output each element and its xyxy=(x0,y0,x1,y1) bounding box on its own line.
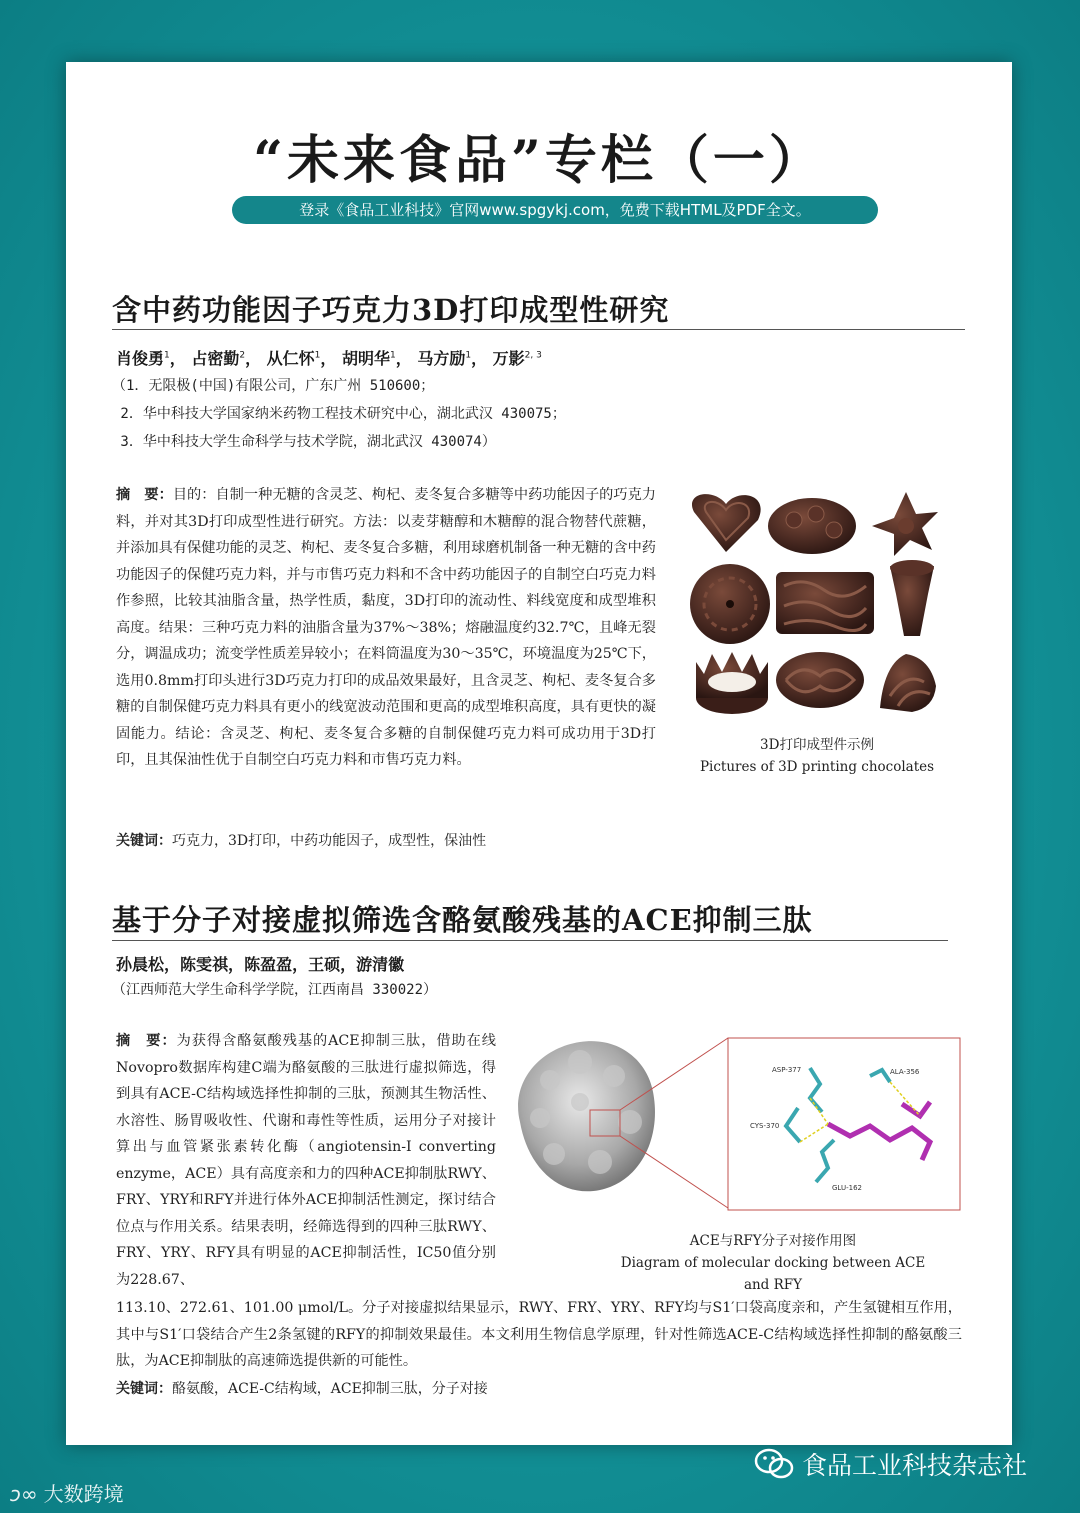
author: 肖俊勇 xyxy=(116,349,165,368)
chocolate-prints-image xyxy=(684,486,950,726)
residue-label: GLU-162 xyxy=(832,1184,862,1192)
author: 从仁怀 xyxy=(266,349,315,368)
logo-icon: ↄ∞ xyxy=(10,1482,38,1506)
affiliation-line: 3．华中科技大学生命科学与技术学院，湖北武汉 430074） xyxy=(112,434,496,450)
journal-page xyxy=(66,62,1012,1445)
affiliation-line: 2．华中科技大学国家纳米药物工程技术研究中心，湖北武汉 430075； xyxy=(112,406,566,422)
keywords-label: 关键词： xyxy=(116,833,172,849)
author: 万影 xyxy=(492,349,525,368)
article2-abstract xyxy=(116,1028,496,1293)
article1-title-rule xyxy=(112,329,965,330)
residue-label: ALA-356 xyxy=(890,1068,920,1076)
abstract-label: 摘 要： xyxy=(116,1033,177,1049)
author: 胡明华 xyxy=(341,349,390,368)
keywords-text: 酪氨酸，ACE-C结构域，ACE抑制三肽，分子对接 xyxy=(172,1381,488,1397)
figure1-caption xyxy=(684,734,950,778)
author: 占密勤 xyxy=(191,349,240,368)
author: 陈雯祺 xyxy=(180,955,229,974)
author: 孙晨松 xyxy=(116,955,165,974)
author: 游清徽 xyxy=(356,955,405,974)
website-banner[interactable]: 登录《食品工业科技》官网www.spgykj.com，免费下载HTML及PDF全文。 xyxy=(232,196,878,224)
column-title: “未来食品”专栏（一） xyxy=(253,130,825,191)
caption-en: Diagram of molecular docking between ACE and RFY xyxy=(620,1255,926,1293)
caption-en: Pictures of 3D printing chocolates xyxy=(699,759,935,775)
left-watermark: ↄ∞ 大数跨境 xyxy=(10,1482,124,1506)
figure2-caption xyxy=(610,1230,936,1296)
affiliation-line: （1．无限极(中国)有限公司，广东广州 510600； xyxy=(112,378,435,394)
article2-title-rule xyxy=(112,940,948,941)
caption-cn: 3D打印成型件示例 xyxy=(760,737,874,753)
keywords-text: 巧克力，3D打印，中药功能因子，成型性，保油性 xyxy=(172,833,487,849)
article1-title: 含中药功能因子巧克力3D打印成型性研究 xyxy=(112,293,670,327)
abstract-text: 目的：自制一种无糖的含灵芝、枸杞、麦冬复合多糖等中药功能因子的巧克力料，并对其3D打印成型性进行研究。方法：以麦芽糖醇和木糖醇的混合物替代蔗糖，并添加具有保健功能的灵芝、枸杞、麦冬复合多糖，利用球磨机制备一种无糖的含中药功能因子的保健巧克力料，并与市售巧克力料和不含中药功能因子的自制空白巧克力料作参照，比较其油脂含量，热学性质，黏度，3D打印的流动性、料线宽度和成型堆积高度。结果：三种巧克力料的油脂含量为37%～38%；熔融温度约32.7℃，且峰无裂分，调温成功；流变学性质差异较小；在料筒温度为30～35℃，环境温度为25℃下，选用0.8mm打印头进行3D巧克力打印的成品效果最好，且含灵芝、枸杞、麦冬复合多糖的自制保健巧克力料具有更小的线宽波动范围和更高的成型堆积高度，具有更快的凝固能力。结论：含灵芝、枸杞、麦冬复合多糖的自制保健巧克力料可成功用于3D打印，且其保油性优于自制空白巧克力料和市售巧克力料。 xyxy=(116,487,656,768)
residue-label: ASP-377 xyxy=(772,1066,802,1074)
abstract-text: 为获得含酪氨酸残基的ACE抑制三肽，借助在线Novopro数据库构建C端为酪氨酸的三肽进行虚拟筛选，得到具有ACE-C结构域选择性抑制的三肽，预测其生物活性、水溶性、肠胃吸收性、代谢和毒性等性质，运用分子对接计算出与血管紧张素转化酶（angiotensin-I converting enzyme，ACE）具有高度亲和力的四种ACE抑制肽RWY、FRY、YRY和RFY并进行体外ACE抑制活性测定，探讨结合位点与作用关系。结果表明，经筛选得到的四种三肽RWY、FRY、YRY、RFY具有明显的ACE抑制活性，IC50值分别为228.67、 xyxy=(116,1033,496,1288)
author: 王硕 xyxy=(308,955,341,974)
article2-affiliation: （江西师范大学生命科学学院，江西南昌 330022） xyxy=(112,982,437,998)
article1-abstract xyxy=(116,482,656,774)
article2-keywords xyxy=(116,1378,488,1398)
author: 陈盈盈 xyxy=(244,955,293,974)
article2-title: 基于分子对接虚拟筛选含酪氨酸残基的ACE抑制三肽 xyxy=(112,903,813,937)
residue-label: CYS-370 xyxy=(750,1122,780,1130)
article2-authors: 孙晨松，陈雯祺，陈盈盈，王硕，游清徽 xyxy=(116,955,405,974)
ace-docking-image xyxy=(510,1032,964,1218)
article2-abstract-continued: 113.10、272.61、101.00 μmol/L。分子对接虚拟结果显示，RWY、FRY、YRY、RFY均与S1′口袋高度亲和，产生氢键相互作用，其中与S1′口袋结合产生2条氢键的RFY的抑制效果最佳。本文利用生物信息学原理，针对性筛选ACE-C结构域选择性抑制的酪氨酸三肽，为ACE抑制肽的高速筛选提供新的可能性。 xyxy=(116,1300,962,1369)
abstract-label: 摘 要： xyxy=(116,487,173,503)
wechat-icon xyxy=(754,1447,794,1481)
author: 马方励 xyxy=(417,349,466,368)
keywords-label: 关键词： xyxy=(116,1381,172,1397)
article1-authors: 肖俊勇$^1$， 占密勤$^2$， 从仁怀$^1$， 胡明华$^1$， 马方励$^1$， 万影$^{2, 3}$ xyxy=(116,349,542,368)
article1-keywords xyxy=(116,830,486,850)
publisher-watermark: 食品工业科技杂志社 xyxy=(802,1451,1028,1480)
caption-cn: ACE与RFY分子对接作用图 xyxy=(689,1233,857,1249)
article1-affiliations xyxy=(112,372,566,456)
